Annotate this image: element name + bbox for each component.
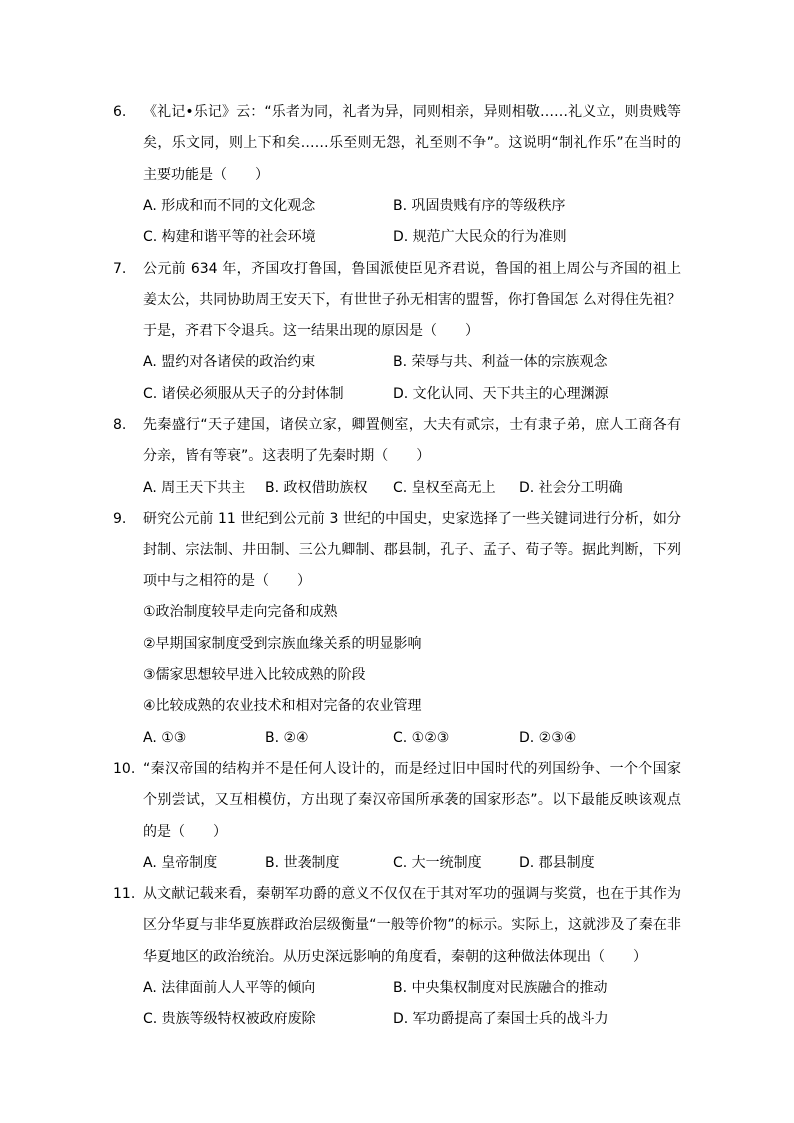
- question-stem: “秦汉帝国的结构并不是任何人设计的，而是经过旧中国时代的列国纷争、一个个国家个别尝试，又互相模仿，方出现了秦汉帝国所承袭的国家形态”。以下最能反映该观点的是（ ）: [143, 761, 681, 840]
- option-a[interactable]: A. 盟约对各诸侯的政治约束: [143, 354, 316, 371]
- options-row: [143, 347, 681, 378]
- options-row: [143, 723, 681, 754]
- option-b[interactable]: B. 世袭制度: [265, 854, 340, 871]
- statement-4: ④比较成熟的农业技术和相对完备的农业管理: [143, 698, 422, 715]
- options-row: [143, 973, 681, 1004]
- option-c[interactable]: C. 诸侯必须服从天子的分封体制: [143, 385, 344, 402]
- statement-3: ③儒家思想较早进入比较成熟的阶段: [143, 666, 366, 683]
- option-a[interactable]: A. 皇帝制度: [143, 854, 218, 871]
- question-stem: 先秦盛行“天子建国，诸侯立家，卿置侧室，大夫有贰宗，士有隶子弟，庶人工商各有分亲，皆有等衰”。这表明了先秦时期（ ）: [143, 417, 681, 465]
- question-stem: 从文献记载来看，秦朝军功爵的意义不仅仅在于其对军功的强调与奖赏，也在于其作为区分华夏与非华夏族群政治层级衡量“一般等价物”的标示。实际上，这就涉及了秦在非华夏地区的政治统治。从历史深远影响的角度看，秦朝的这种做法体现出（ ）: [143, 886, 681, 965]
- option-d[interactable]: D. 文化认同、天下共主的心理渊源: [393, 385, 609, 402]
- options-row: [143, 848, 681, 879]
- question-stem: 《礼记•乐记》云：“乐者为同，礼者为异，同则相亲，异则相敬……礼义立，则贵贱等矣，乐文同，则上下和矣……乐至则无怨，礼至则不争”。这说明“制礼作乐”在当时的主要功能是（ ）: [143, 104, 681, 183]
- options-row: [143, 379, 681, 410]
- option-c[interactable]: C. 皇权至高无上: [393, 479, 496, 496]
- option-d[interactable]: D. 郡县制度: [519, 854, 595, 871]
- question-8: [113, 410, 681, 504]
- option-b[interactable]: B. 荣辱与共、利益一体的宗族观念: [393, 354, 608, 371]
- question-7: [113, 254, 681, 410]
- option-c[interactable]: C. 构建和谐平等的社会环境: [143, 229, 316, 246]
- question-number: 7.: [113, 260, 127, 277]
- statement-1: ①政治制度较早走向完备和成熟: [143, 604, 338, 621]
- question-number: 11.: [113, 886, 136, 902]
- option-b[interactable]: B. 巩固贵贱有序的等级秩序: [393, 197, 566, 214]
- option-d[interactable]: D. 规范广大民众的行为准则: [393, 229, 567, 246]
- option-d[interactable]: D. 社会分工明确: [519, 479, 623, 496]
- option-c[interactable]: C. ①②③: [393, 729, 450, 746]
- question-number: 8.: [113, 417, 127, 433]
- option-a[interactable]: A. 法律面前人人平等的倾向: [143, 979, 316, 996]
- question-number: 10.: [113, 761, 136, 777]
- option-c[interactable]: C. 大一统制度: [393, 854, 482, 871]
- option-b[interactable]: B. ②④: [265, 729, 309, 746]
- question-11: [113, 879, 681, 1035]
- options-row: [143, 473, 681, 504]
- option-b[interactable]: B. 中央集权制度对民族融合的推动: [393, 979, 608, 996]
- options-row: [143, 222, 681, 253]
- question-9: [113, 504, 681, 754]
- question-number: 6.: [113, 104, 127, 120]
- question-number: 9.: [113, 510, 127, 527]
- option-b[interactable]: B. 政权借助族权: [265, 479, 368, 496]
- option-d[interactable]: D. 军功爵提高了秦国士兵的战斗力: [393, 1011, 609, 1028]
- question-stem: 研究公元前 11 世纪到公元前 3 世纪的中国史，史家选择了一些关键词进行分析，如分封制、宗法制、井田制、三公九卿制、郡县制，孔子、孟子、荀子等。据此判断，下列项中与之相符的是（ ）: [143, 510, 681, 590]
- statement-2: ②早期国家制度受到宗族血缘关系的明显影响: [143, 635, 422, 652]
- option-a[interactable]: A. 周王天下共主: [143, 479, 246, 496]
- options-row: [143, 1004, 681, 1035]
- option-a[interactable]: A. 形成和而不同的文化观念: [143, 197, 316, 214]
- question-10: [113, 754, 681, 879]
- options-row: [143, 191, 681, 222]
- question-6: [113, 97, 681, 253]
- option-d[interactable]: D. ②③④: [519, 729, 577, 746]
- question-stem: 公元前 634 年，齐国攻打鲁国，鲁国派使臣见齐君说，鲁国的祖上周公与齐国的祖上姜太公，共同协助周王安天下，有世世子孙无相害的盟誓，你打鲁国怎 么对得住先祖？于是，齐君下令退兵。这一结果出现的原因是（ ）: [143, 260, 681, 340]
- option-c[interactable]: C. 贵族等级特权被政府废除: [143, 1011, 316, 1028]
- option-a[interactable]: A. ①③: [143, 729, 187, 746]
